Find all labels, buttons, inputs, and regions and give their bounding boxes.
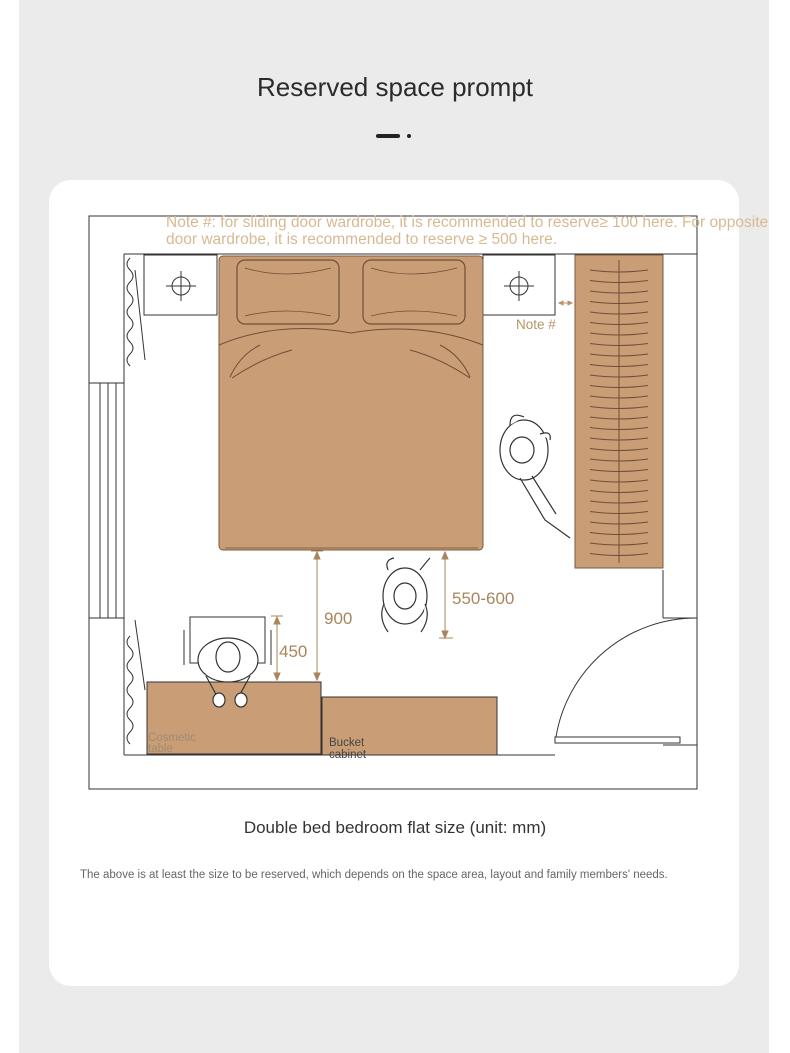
footnote: The above is at least the size to be reserved, which depends on the space area, layout and family members' needs. xyxy=(80,869,668,881)
dimension-line-900 xyxy=(311,551,323,680)
wardrobe xyxy=(575,255,663,568)
dimension-label-450: 450 xyxy=(279,642,308,661)
cosmetic-table-label: Cosmetic table xyxy=(148,732,196,755)
window xyxy=(89,383,124,618)
curtain-bottom xyxy=(127,636,133,744)
double-bed xyxy=(219,256,483,550)
gap-arrow xyxy=(559,301,572,305)
dimension-line-550-600 xyxy=(439,552,453,638)
page-title: Reserved space prompt xyxy=(256,72,534,102)
dimension-label-900: 900 xyxy=(324,609,353,628)
note-reservation-text: Note #: for sliding door wardrobe, it is recommended to reserve≥ 100 here. For opposite door wardrobe, it is recommended to reserve ≥ 500 here. xyxy=(166,214,769,248)
bucket-cabinet-label: Bucket cabinet xyxy=(329,737,367,761)
door xyxy=(555,570,697,743)
person-reaching-icon xyxy=(500,415,570,538)
plan-caption: Double bed bedroom flat size (unit: mm) xyxy=(243,818,547,837)
note-marker-label: Note # xyxy=(516,317,556,332)
person-standing-icon xyxy=(382,558,430,632)
curtain-top xyxy=(127,258,133,366)
dimension-label-550-600: 550-600 xyxy=(452,589,515,608)
